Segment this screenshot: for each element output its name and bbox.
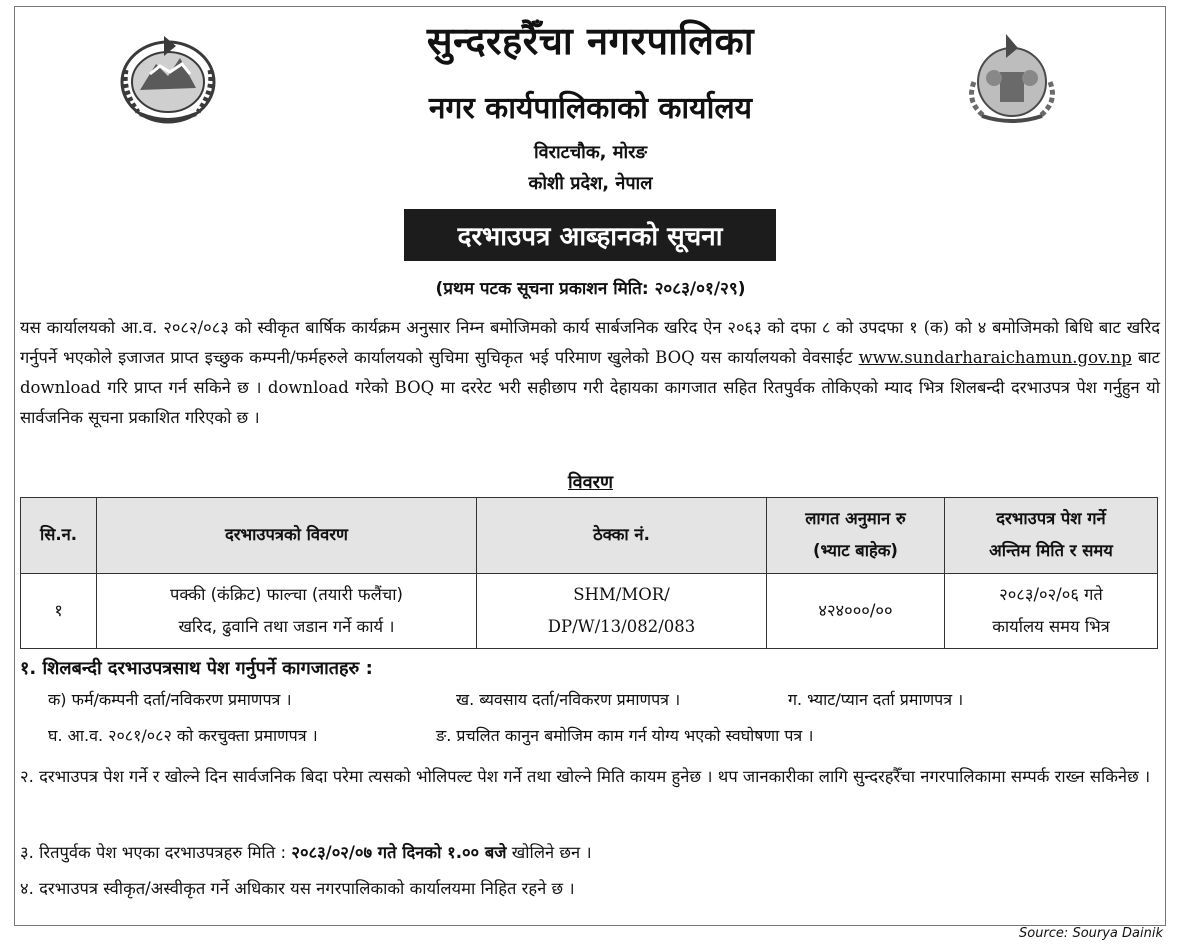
document-item: ख. ब्यवसाय दर्ता/नविकरण प्रमाणपत्र । (456, 690, 681, 709)
document-item: ङ. प्रचलित कानुन बमोजिम काम गर्न योग्य भएको स्वघोषणा पत्र । (436, 726, 814, 745)
cell-deadline: २०८३/०२/०६ गते कार्यालय समय भित्र (945, 573, 1158, 649)
documents-title: १. शिलबन्दी दरभाउपत्रसाथ पेश गर्नुपर्ने कागजातहरु : (20, 658, 373, 679)
address-line-2: कोशी प्रदेश, नेपाल (528, 173, 653, 194)
note-2: २. दरभाउपत्र पेश गर्ने र खोल्ने दिन सार्वजनिक बिदा परेमा त्यसको भोलिपल्ट पेश गर्ने तथा खोल्ने मिति कायम हुनेछ । थप जानकारीका लागि सुन्दरहरैँचा नगरपालिकामा सम्पर्क राख्न सकिनेछ । (20, 767, 1151, 786)
cell-sn: १ (21, 573, 97, 649)
note-4: ४. दरभाउपत्र स्वीकृत/अस्वीकृत गर्ने अधिकार यस नगरपालिकाको कार्यालयमा निहित रहने छ । (20, 879, 575, 898)
website-link[interactable]: www.sundarharaichamun.gov.np (858, 348, 1132, 367)
cell-estimate: ४२४०००/०० (767, 573, 945, 649)
header-description: दरभाउपत्रको विवरण (97, 498, 477, 574)
address-line-1: विराटचौक, मोरङ (533, 142, 648, 163)
table-row (21, 573, 1158, 649)
header-estimate: लागत अनुमान रु (भ्याट बाहेक) (767, 498, 945, 574)
intro-paragraph (20, 313, 1160, 433)
document-item: ग. भ्याट/प्यान दर्ता प्रमाणपत्र । (788, 690, 964, 709)
note-3: ३. रितपुर्वक पेश भएका दरभाउपत्रहरु मिति : २०८३/०२/०७ गते दिनको १.०० बजे खोलिने छन । (20, 843, 592, 862)
municipality-name: सुन्दरहरैँचा नगरपालिका (426, 18, 755, 63)
opening-date: २०८३/०२/०७ गते दिनको १.०० बजे (291, 843, 507, 862)
document-item: क) फर्म/कम्पनी दर्ता/नविकरण प्रमाणपत्र । (48, 690, 292, 709)
first-publication-date: (प्रथम पटक सूचना प्रकाशन मिति: २०८३/०१/२९) (435, 279, 746, 299)
office-name: नगर कार्यपालिकाको कार्यालय (428, 91, 753, 126)
table-header-row (21, 498, 1158, 574)
header-contract-no: ठेक्का नं. (477, 498, 767, 574)
table-caption: विवरण (567, 472, 614, 493)
tender-table (20, 497, 1158, 649)
intro-text-part-2: बाट download गरि प्राप्त गर्न सकिने छ । download गरेको BOQ मा दररेट भरी सहीछाप गरी देहायका कागजात सहित रितपुर्वक तोकिएको म्याद भित्र शिलबन्दी दरभाउपत्र पेश गर्नुहुन यो सार्वजनिक सूचना प्रकाशित गरिएको छ । (20, 348, 1160, 427)
header-deadline: दरभाउपत्र पेश गर्ने अन्तिम मिति र समय (945, 498, 1158, 574)
notice-heading: दरभाउपत्र आब्हानको सूचना (404, 209, 776, 261)
cell-contract-no: SHM/MOR/ DP/W/13/082/083 (477, 573, 767, 649)
cell-description: पक्की (कंक्रिट) फाल्चा (तयारी फलैंचा) खरिद, ढुवानि तथा जडान गर्ने कार्य । (97, 573, 477, 649)
intro-text-part-1: यस कार्यालयको आ.व. २०८२/०८३ को स्वीकृत बार्षिक कार्यक्रम अनुसार निम्न बमोजिमको कार्य सार्बजनिक खरिद ऐन २०६३ को दफा ८ को उपदफा १ (क) को ४ बमोजिमको बिधि बाट खरिद गर्नुपर्ने भएकोले इजाजत प्राप्त इच्छुक कम्पनी/फर्महरुले कार्यालयको सुचिमा सुचिकृत भई परिमाण खुलेको BOQ यस कार्यालयको वेवसाईट (20, 318, 1160, 367)
document-item: घ. आ.व. २०८१/०८२ को करचुक्ता प्रमाणपत्र । (48, 726, 318, 745)
source-credit: Source: Sourya Dainik (1019, 926, 1163, 941)
header-sn: सि.न. (21, 498, 97, 574)
